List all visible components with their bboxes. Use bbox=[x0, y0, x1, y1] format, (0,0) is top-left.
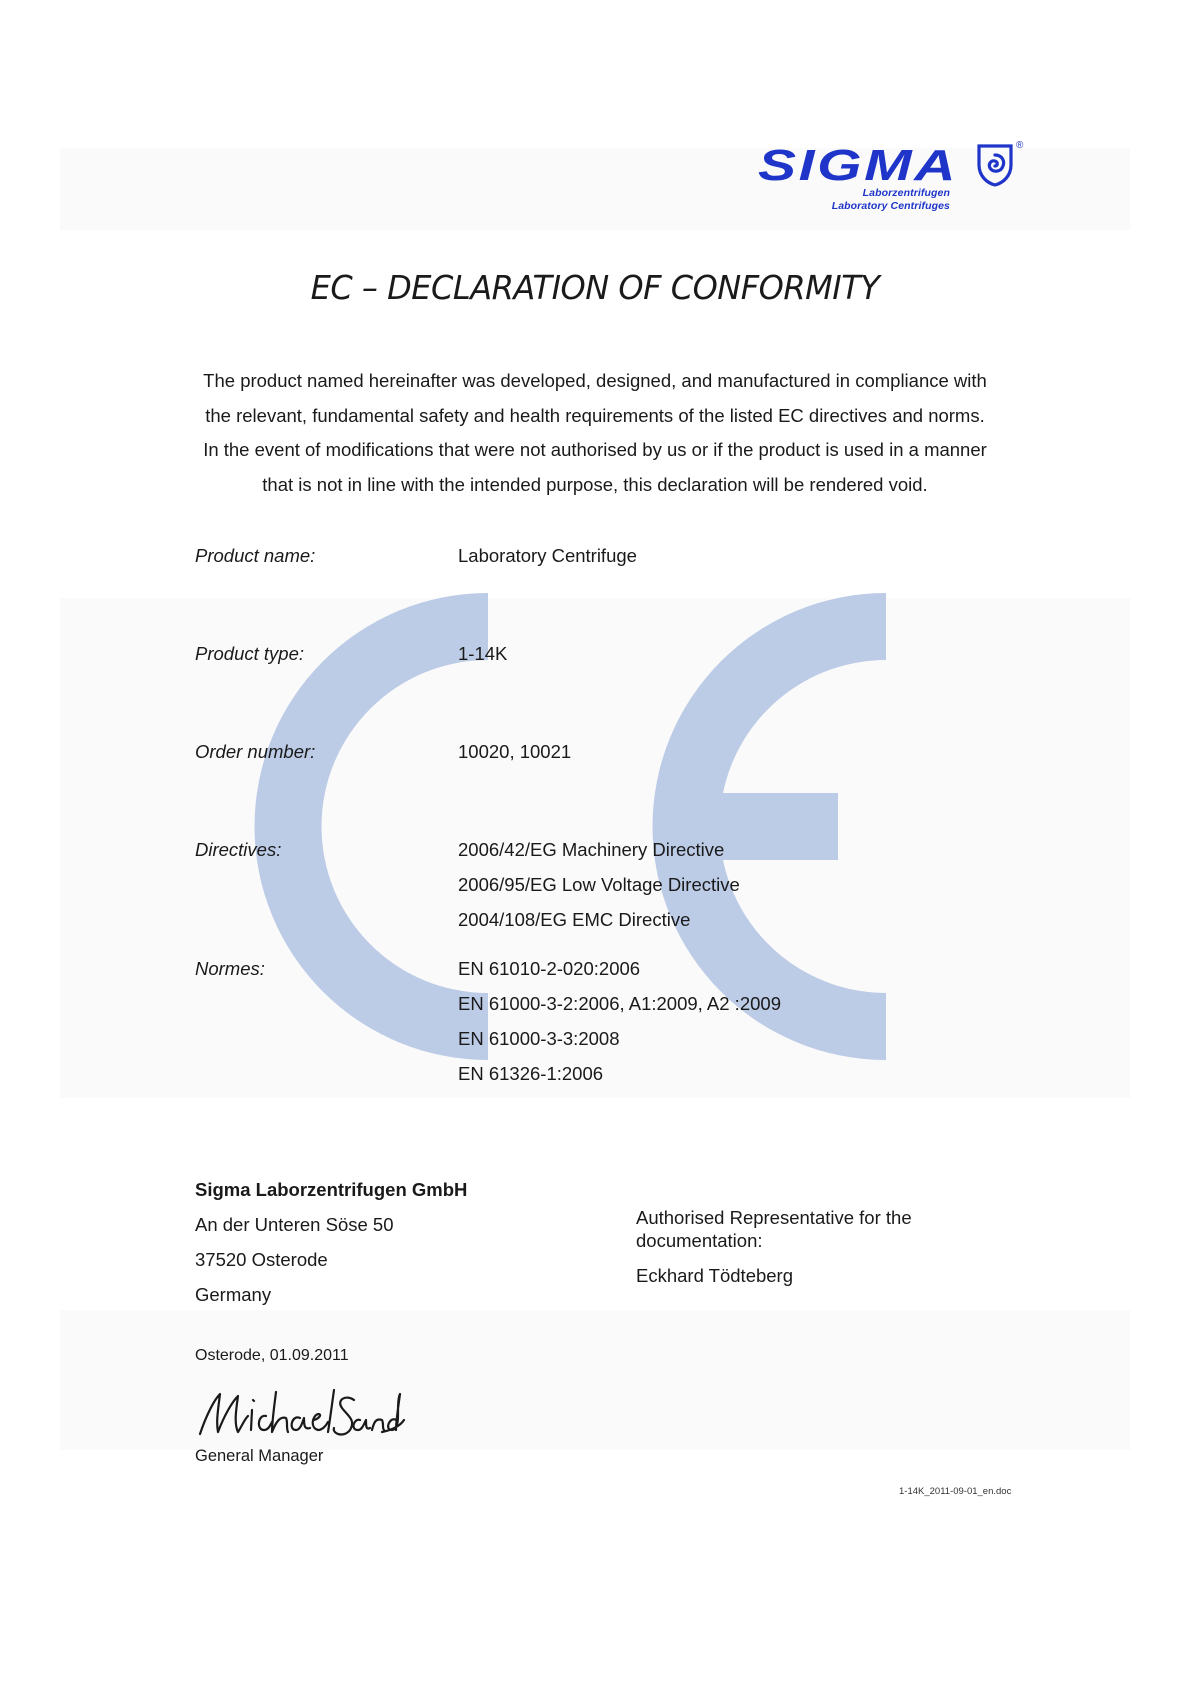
registered-mark: ® bbox=[1016, 140, 1024, 151]
intro-line: In the event of modifications that were not authorised by us or if the product is used in a manner bbox=[203, 439, 987, 460]
norm-item: EN 61326-1:2006 bbox=[458, 1063, 604, 1084]
intro-line: The product named hereinafter was developed, designed, and manufactured in compliance with bbox=[203, 370, 987, 391]
logo-subtitle-de: Laborzentrifugen bbox=[862, 187, 950, 199]
directive-item: 2004/108/EG EMC Directive bbox=[458, 909, 691, 930]
product-name-label: Product name: bbox=[195, 545, 316, 566]
authorised-representative bbox=[636, 1206, 912, 1287]
representative-name: Eckhard Tödteberg bbox=[636, 1265, 794, 1286]
sigma-wordmark bbox=[758, 140, 958, 188]
company-city: 37520 Osterode bbox=[195, 1249, 328, 1270]
sigma-logo bbox=[758, 140, 1028, 220]
product-type-value: 1-14K bbox=[458, 643, 508, 664]
logo-subtitle-en: Laboratory Centrifuges bbox=[831, 200, 950, 212]
order-number-value: 10020, 10021 bbox=[458, 741, 572, 762]
norm-item: EN 61000-3-2:2006, A1:2009, A2 :2009 bbox=[458, 993, 781, 1014]
intro-paragraph bbox=[160, 364, 1030, 502]
page-title: EC – DECLARATION OF CONFORMITY bbox=[310, 268, 880, 307]
ce-mark-e bbox=[653, 593, 887, 1060]
directive-item: 2006/95/EG Low Voltage Directive bbox=[458, 874, 740, 895]
company-country: Germany bbox=[195, 1284, 272, 1305]
handwritten-signature bbox=[196, 1386, 406, 1448]
place-date: Osterode, 01.09.2011 bbox=[195, 1347, 349, 1364]
representative-line: documentation: bbox=[636, 1230, 763, 1251]
ce-mark-watermark bbox=[230, 593, 890, 1060]
representative-line: Authorised Representative for the bbox=[636, 1207, 912, 1228]
logo-word-text: SIGMA bbox=[758, 141, 958, 188]
norm-item: EN 61010-2-020:2006 bbox=[458, 958, 641, 979]
directives-label: Directives: bbox=[195, 839, 282, 860]
company-address bbox=[195, 1172, 467, 1312]
company-name: Sigma Laborzentrifugen GmbH bbox=[195, 1179, 468, 1200]
product-name-value: Laboratory Centrifuge bbox=[458, 545, 637, 566]
norm-item: EN 61000-3-3:2008 bbox=[458, 1028, 620, 1049]
normes-label: Normes: bbox=[195, 958, 265, 979]
signatory-role: General Manager bbox=[195, 1447, 324, 1465]
directive-item: 2006/42/EG Machinery Directive bbox=[458, 839, 725, 860]
intro-line: the relevant, fundamental safety and health requirements of the listed EC directives and norms. bbox=[205, 404, 985, 426]
intro-line: that is not in line with the intended purpose, this declaration will be rendered void. bbox=[262, 473, 928, 495]
product-type-label: Product type: bbox=[195, 643, 305, 664]
company-street: An der Unteren Söse 50 bbox=[195, 1214, 394, 1235]
document-file-name: 1-14K_2011-09-01_en.doc bbox=[899, 1486, 1012, 1497]
order-number-label: Order number: bbox=[195, 741, 316, 762]
sigma-shield-icon bbox=[976, 143, 1014, 187]
